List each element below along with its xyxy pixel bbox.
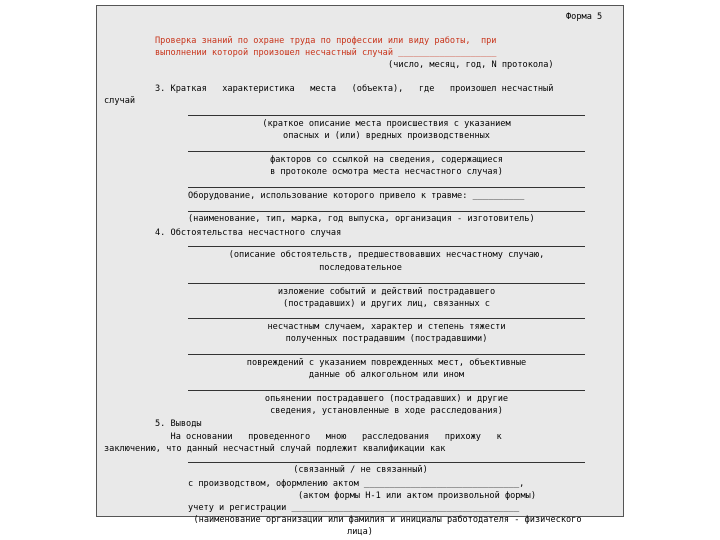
equipment-line: Оборудование, использование которого привело к травме: __________	[188, 191, 525, 201]
section4-hint-3b: полученных пострадавшим (пострадавшими)	[285, 334, 488, 344]
section4-hint-4a: повреждений с указанием поврежденных мест, объективные	[246, 358, 527, 368]
intro-hint: (число, месяц, год, N протокола)	[388, 60, 554, 70]
section4-hint-2b: (пострадавших) и других лиц, связанных с	[283, 299, 490, 309]
section5-para-1: На основании проведенного мною расследования прихожу к	[155, 432, 502, 442]
section5-hint-2: (актом формы Н-1 или актом произвольной формы)	[298, 491, 536, 501]
section4-input-line-4[interactable]	[188, 354, 585, 355]
section3-title: 3. Краткая характеристика места (объекта), где произошел несчастный	[155, 84, 554, 94]
section4-input-line-3[interactable]	[188, 318, 585, 319]
section4-input-line-5[interactable]	[188, 390, 585, 391]
section4-hint-2a: изложение событий и действий пострадавшего	[277, 287, 496, 297]
section5-registration-line: учету и регистрации ____________________________________________	[188, 503, 520, 513]
section4-hint-1b: последовательное	[319, 263, 402, 273]
intro-line-1: Проверка знаний по охране труда по профессии или виду работы, при	[155, 36, 497, 46]
section5-production-line: с производством, оформлению актом ______________________________,	[188, 479, 525, 489]
section3-hint-3: (наименование, тип, марка, год выпуска, организация - изготовитель)	[188, 214, 535, 224]
section4-hint-3a: несчастным случаем, характер и степень тяжести	[267, 322, 506, 332]
section3-hint-2b: в протоколе осмотра места несчастного случая)	[270, 167, 503, 177]
intro-line-2: выполнении которой произошел несчастный случай ___________________	[155, 48, 497, 58]
section4-input-line-2[interactable]	[188, 283, 585, 284]
equipment-input-line[interactable]	[188, 211, 585, 212]
section4-hint-5a: опьянении пострадавшего (пострадавших) и другие	[264, 394, 509, 404]
section5-hint-1: (связанный / не связанный)	[293, 465, 428, 475]
section5-hint-3b: лица)	[347, 527, 373, 537]
section3-input-line-3[interactable]	[188, 187, 585, 188]
section4-hint-5b: сведения, установленные в ходе расследования)	[270, 406, 503, 416]
section3-title-cont: случай	[104, 96, 136, 106]
section4-hint-4b: данные об алкогольном или ином	[308, 370, 465, 380]
section3-hint-1b: опасных и (или) вредных производственных	[283, 131, 490, 141]
section4-title: 4. Обстоятельства несчастного случая	[155, 228, 342, 238]
section5-para-2: заключению, что данный несчастный случай подлежит квалификации как	[104, 444, 446, 454]
section4-input-line-1[interactable]	[188, 246, 585, 247]
section3-hint-2a: факторов со ссылкой на сведения, содержащиеся	[270, 155, 503, 165]
section3-input-line-2[interactable]	[188, 151, 585, 152]
form-label: Форма 5	[566, 12, 603, 22]
section3-hint-1a: (краткое описание места происшествия с указанием	[262, 119, 511, 129]
section4-hint-1a: (описание обстоятельств, предшествовавших несчастному случаю,	[228, 250, 545, 260]
section5-title: 5. Выводы	[155, 419, 202, 429]
section3-input-line-1[interactable]	[188, 115, 585, 116]
section5-input-line-1[interactable]	[188, 462, 585, 463]
section5-hint-3a: (наименование организации или фамилия и инициалы работодателя - физического	[193, 515, 582, 525]
